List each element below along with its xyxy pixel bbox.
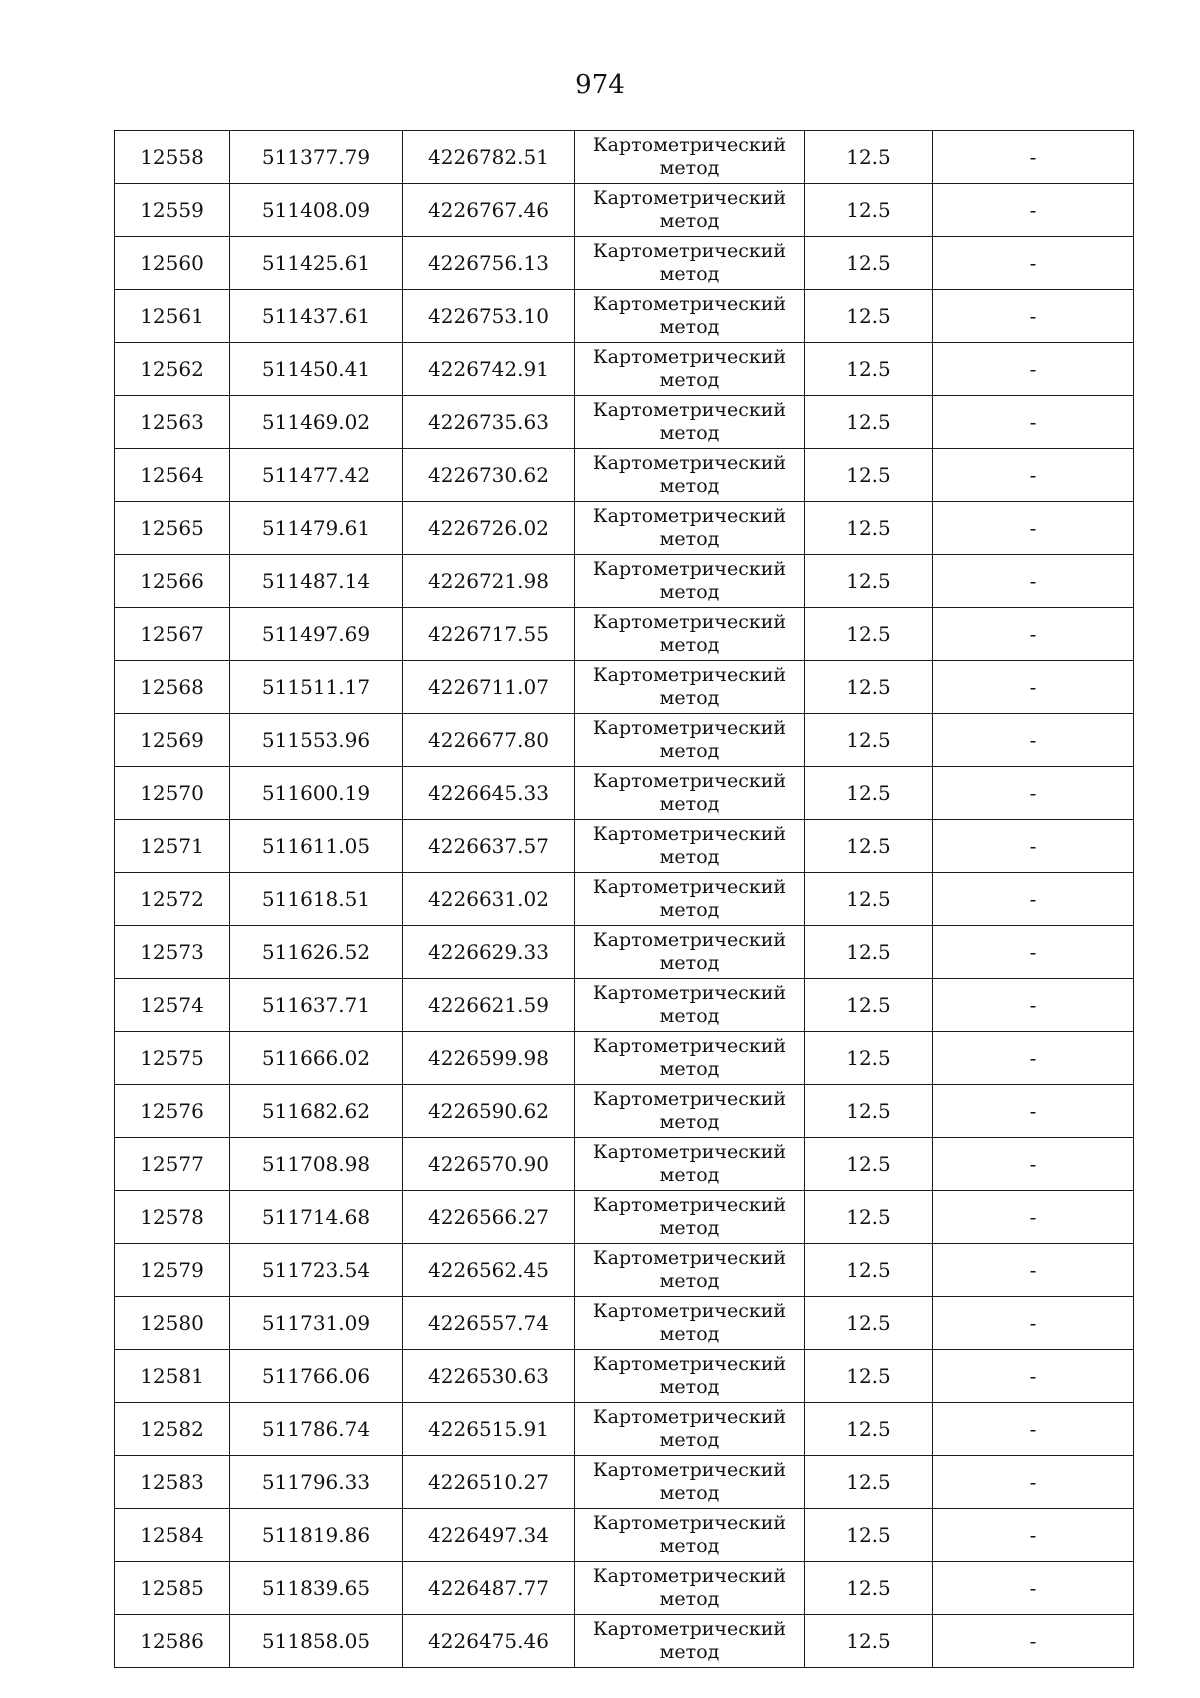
note-cell: - — [933, 184, 1134, 237]
method-cell — [575, 1138, 805, 1191]
table-row — [115, 714, 1134, 767]
method-cell — [575, 502, 805, 555]
method-cell — [575, 1562, 805, 1615]
method-text-line: Картометрический — [592, 1512, 787, 1534]
method-text-line: Картометрический — [592, 505, 787, 527]
method-text-line: Картометрический — [592, 823, 787, 845]
note-cell: - — [933, 1085, 1134, 1138]
x-coordinate-cell: 511666.02 — [230, 1032, 403, 1085]
point-number-cell: 12567 — [115, 608, 230, 661]
y-coordinate-cell: 4226497.34 — [403, 1509, 575, 1562]
method-text-line: Картометрический — [592, 1353, 787, 1375]
accuracy-cell: 12.5 — [805, 979, 933, 1032]
point-number-cell: 12578 — [115, 1191, 230, 1244]
method-text-line: метод — [659, 1376, 720, 1398]
x-coordinate-cell: 511511.17 — [230, 661, 403, 714]
method-text-line: метод — [659, 1005, 720, 1027]
x-coordinate-cell: 511450.41 — [230, 343, 403, 396]
table-row — [115, 1138, 1134, 1191]
table-body — [115, 131, 1134, 1668]
method-text-line: метод — [659, 634, 720, 656]
x-coordinate-cell: 511682.62 — [230, 1085, 403, 1138]
y-coordinate-cell: 4226721.98 — [403, 555, 575, 608]
table-row — [115, 131, 1134, 184]
y-coordinate-cell: 4226711.07 — [403, 661, 575, 714]
method-text-line: Картометрический — [592, 982, 787, 1004]
table-row — [115, 1615, 1134, 1668]
point-number-cell: 12573 — [115, 926, 230, 979]
x-coordinate-cell: 511786.74 — [230, 1403, 403, 1456]
note-cell: - — [933, 767, 1134, 820]
method-text-line: метод — [659, 846, 720, 868]
x-coordinate-cell: 511600.19 — [230, 767, 403, 820]
method-text-line: Картометрический — [592, 134, 787, 156]
method-cell — [575, 131, 805, 184]
method-text-line: метод — [659, 422, 720, 444]
table-row — [115, 396, 1134, 449]
method-text-line: Картометрический — [592, 558, 787, 580]
table-row — [115, 979, 1134, 1032]
accuracy-cell: 12.5 — [805, 1509, 933, 1562]
y-coordinate-cell: 4226645.33 — [403, 767, 575, 820]
point-number-cell: 12560 — [115, 237, 230, 290]
x-coordinate-cell: 511553.96 — [230, 714, 403, 767]
y-coordinate-cell: 4226570.90 — [403, 1138, 575, 1191]
x-coordinate-cell: 511425.61 — [230, 237, 403, 290]
method-text-line: метод — [659, 1588, 720, 1610]
method-text-line: Картометрический — [592, 611, 787, 633]
method-text-line: Картометрический — [592, 1618, 787, 1640]
method-text-line: метод — [659, 528, 720, 550]
method-text-line: Картометрический — [592, 876, 787, 898]
y-coordinate-cell: 4226557.74 — [403, 1297, 575, 1350]
table-row — [115, 1403, 1134, 1456]
method-text-line: метод — [659, 687, 720, 709]
method-text-line: Картометрический — [592, 1035, 787, 1057]
method-text-line: Картометрический — [592, 1565, 787, 1587]
accuracy-cell: 12.5 — [805, 714, 933, 767]
table-row — [115, 661, 1134, 714]
note-cell: - — [933, 237, 1134, 290]
y-coordinate-cell: 4226742.91 — [403, 343, 575, 396]
point-number-cell: 12565 — [115, 502, 230, 555]
table-row — [115, 1456, 1134, 1509]
note-cell: - — [933, 502, 1134, 555]
point-number-cell: 12559 — [115, 184, 230, 237]
point-number-cell: 12580 — [115, 1297, 230, 1350]
note-cell: - — [933, 1138, 1134, 1191]
note-cell: - — [933, 1509, 1134, 1562]
note-cell: - — [933, 1403, 1134, 1456]
table-row — [115, 873, 1134, 926]
method-cell — [575, 767, 805, 820]
method-cell — [575, 1032, 805, 1085]
method-text-line: метод — [659, 1111, 720, 1133]
method-text-line: метод — [659, 740, 720, 762]
accuracy-cell: 12.5 — [805, 926, 933, 979]
method-cell — [575, 820, 805, 873]
x-coordinate-cell: 511766.06 — [230, 1350, 403, 1403]
method-text-line: Картометрический — [592, 346, 787, 368]
table-row — [115, 1297, 1134, 1350]
point-number-cell: 12558 — [115, 131, 230, 184]
x-coordinate-cell: 511618.51 — [230, 873, 403, 926]
method-text-line: метод — [659, 1482, 720, 1504]
x-coordinate-cell: 511723.54 — [230, 1244, 403, 1297]
note-cell: - — [933, 1615, 1134, 1668]
y-coordinate-cell: 4226566.27 — [403, 1191, 575, 1244]
x-coordinate-cell: 511637.71 — [230, 979, 403, 1032]
x-coordinate-cell: 511714.68 — [230, 1191, 403, 1244]
method-text-line: метод — [659, 1641, 720, 1663]
method-cell — [575, 184, 805, 237]
method-cell — [575, 290, 805, 343]
point-number-cell: 12581 — [115, 1350, 230, 1403]
point-number-cell: 12561 — [115, 290, 230, 343]
table-row — [115, 1509, 1134, 1562]
point-number-cell: 12577 — [115, 1138, 230, 1191]
method-cell — [575, 926, 805, 979]
point-number-cell: 12563 — [115, 396, 230, 449]
note-cell: - — [933, 1350, 1134, 1403]
y-coordinate-cell: 4226735.63 — [403, 396, 575, 449]
accuracy-cell: 12.5 — [805, 820, 933, 873]
method-text-line: Картометрический — [592, 1300, 787, 1322]
method-text-line: Картометрический — [592, 1141, 787, 1163]
method-text-line: метод — [659, 369, 720, 391]
x-coordinate-cell: 511626.52 — [230, 926, 403, 979]
method-cell — [575, 979, 805, 1032]
note-cell: - — [933, 714, 1134, 767]
note-cell: - — [933, 608, 1134, 661]
point-number-cell: 12568 — [115, 661, 230, 714]
accuracy-cell: 12.5 — [805, 1562, 933, 1615]
accuracy-cell: 12.5 — [805, 1191, 933, 1244]
x-coordinate-cell: 511437.61 — [230, 290, 403, 343]
method-text-line: Картометрический — [592, 1247, 787, 1269]
note-cell: - — [933, 343, 1134, 396]
accuracy-cell: 12.5 — [805, 1085, 933, 1138]
x-coordinate-cell: 511377.79 — [230, 131, 403, 184]
method-cell — [575, 396, 805, 449]
method-text-line: Картометрический — [592, 240, 787, 262]
note-cell: - — [933, 926, 1134, 979]
table-row — [115, 1032, 1134, 1085]
y-coordinate-cell: 4226756.13 — [403, 237, 575, 290]
method-text-line: Картометрический — [592, 1406, 787, 1428]
accuracy-cell: 12.5 — [805, 767, 933, 820]
method-text-line: метод — [659, 581, 720, 603]
method-text-line: Картометрический — [592, 1194, 787, 1216]
point-number-cell: 12569 — [115, 714, 230, 767]
y-coordinate-cell: 4226515.91 — [403, 1403, 575, 1456]
method-text-line: Картометрический — [592, 293, 787, 315]
table-row — [115, 1350, 1134, 1403]
y-coordinate-cell: 4226590.62 — [403, 1085, 575, 1138]
method-cell — [575, 1403, 805, 1456]
method-cell — [575, 1244, 805, 1297]
table-row — [115, 449, 1134, 502]
point-number-cell: 12566 — [115, 555, 230, 608]
x-coordinate-cell: 511819.86 — [230, 1509, 403, 1562]
accuracy-cell: 12.5 — [805, 131, 933, 184]
method-text-line: метод — [659, 1217, 720, 1239]
method-cell — [575, 1615, 805, 1668]
accuracy-cell: 12.5 — [805, 184, 933, 237]
point-number-cell: 12572 — [115, 873, 230, 926]
x-coordinate-cell: 511858.05 — [230, 1615, 403, 1668]
accuracy-cell: 12.5 — [805, 343, 933, 396]
y-coordinate-cell: 4226599.98 — [403, 1032, 575, 1085]
method-cell — [575, 1297, 805, 1350]
method-text-line: метод — [659, 793, 720, 815]
method-cell — [575, 1509, 805, 1562]
accuracy-cell: 12.5 — [805, 555, 933, 608]
y-coordinate-cell: 4226767.46 — [403, 184, 575, 237]
accuracy-cell: 12.5 — [805, 1297, 933, 1350]
y-coordinate-cell: 4226717.55 — [403, 608, 575, 661]
method-cell — [575, 714, 805, 767]
note-cell: - — [933, 1244, 1134, 1297]
point-number-cell: 12582 — [115, 1403, 230, 1456]
page-number: 974 — [575, 70, 625, 100]
method-cell — [575, 449, 805, 502]
accuracy-cell: 12.5 — [805, 608, 933, 661]
note-cell: - — [933, 1456, 1134, 1509]
note-cell: - — [933, 1032, 1134, 1085]
method-text-line: Картометрический — [592, 770, 787, 792]
table-row — [115, 290, 1134, 343]
method-text-line: метод — [659, 1270, 720, 1292]
point-number-cell: 12571 — [115, 820, 230, 873]
method-cell — [575, 661, 805, 714]
x-coordinate-cell: 511708.98 — [230, 1138, 403, 1191]
method-cell — [575, 555, 805, 608]
note-cell: - — [933, 1191, 1134, 1244]
method-cell — [575, 1085, 805, 1138]
table-row — [115, 502, 1134, 555]
method-text-line: Картометрический — [592, 452, 787, 474]
y-coordinate-cell: 4226782.51 — [403, 131, 575, 184]
y-coordinate-cell: 4226637.57 — [403, 820, 575, 873]
x-coordinate-cell: 511611.05 — [230, 820, 403, 873]
accuracy-cell: 12.5 — [805, 1456, 933, 1509]
method-text-line: Картометрический — [592, 399, 787, 421]
table-row — [115, 1085, 1134, 1138]
accuracy-cell: 12.5 — [805, 661, 933, 714]
note-cell: - — [933, 555, 1134, 608]
point-number-cell: 12562 — [115, 343, 230, 396]
method-cell — [575, 237, 805, 290]
method-text-line: метод — [659, 1058, 720, 1080]
note-cell: - — [933, 1562, 1134, 1615]
point-number-cell: 12564 — [115, 449, 230, 502]
method-text-line: метод — [659, 899, 720, 921]
x-coordinate-cell: 511497.69 — [230, 608, 403, 661]
method-text-line: метод — [659, 157, 720, 179]
x-coordinate-cell: 511408.09 — [230, 184, 403, 237]
y-coordinate-cell: 4226730.62 — [403, 449, 575, 502]
accuracy-cell: 12.5 — [805, 1350, 933, 1403]
x-coordinate-cell: 511469.02 — [230, 396, 403, 449]
point-number-cell: 12570 — [115, 767, 230, 820]
x-coordinate-cell: 511487.14 — [230, 555, 403, 608]
method-text-line: Картометрический — [592, 187, 787, 209]
note-cell: - — [933, 1297, 1134, 1350]
method-text-line: метод — [659, 210, 720, 232]
point-number-cell: 12579 — [115, 1244, 230, 1297]
table-row — [115, 184, 1134, 237]
x-coordinate-cell: 511731.09 — [230, 1297, 403, 1350]
method-cell — [575, 608, 805, 661]
table-row — [115, 1191, 1134, 1244]
note-cell: - — [933, 820, 1134, 873]
coordinates-table — [114, 130, 1134, 1668]
y-coordinate-cell: 4226475.46 — [403, 1615, 575, 1668]
method-text-line: метод — [659, 1323, 720, 1345]
table-row — [115, 555, 1134, 608]
method-cell — [575, 1456, 805, 1509]
point-number-cell: 12575 — [115, 1032, 230, 1085]
table-row — [115, 926, 1134, 979]
point-number-cell: 12584 — [115, 1509, 230, 1562]
method-cell — [575, 1350, 805, 1403]
method-text-line: Картометрический — [592, 1088, 787, 1110]
method-text-line: метод — [659, 1429, 720, 1451]
accuracy-cell: 12.5 — [805, 449, 933, 502]
point-number-cell: 12585 — [115, 1562, 230, 1615]
note-cell: - — [933, 873, 1134, 926]
x-coordinate-cell: 511479.61 — [230, 502, 403, 555]
point-number-cell: 12576 — [115, 1085, 230, 1138]
table-row — [115, 1562, 1134, 1615]
table-row — [115, 608, 1134, 661]
table-row — [115, 820, 1134, 873]
method-text-line: Картометрический — [592, 717, 787, 739]
y-coordinate-cell: 4226530.63 — [403, 1350, 575, 1403]
y-coordinate-cell: 4226487.77 — [403, 1562, 575, 1615]
table-row — [115, 237, 1134, 290]
method-cell — [575, 873, 805, 926]
method-text-line: метод — [659, 475, 720, 497]
table-row — [115, 1244, 1134, 1297]
method-text-line: метод — [659, 316, 720, 338]
method-text-line: метод — [659, 263, 720, 285]
method-text-line: метод — [659, 1535, 720, 1557]
x-coordinate-cell: 511796.33 — [230, 1456, 403, 1509]
accuracy-cell: 12.5 — [805, 1244, 933, 1297]
y-coordinate-cell: 4226621.59 — [403, 979, 575, 1032]
method-text-line: Картометрический — [592, 664, 787, 686]
note-cell: - — [933, 131, 1134, 184]
accuracy-cell: 12.5 — [805, 1032, 933, 1085]
table-row — [115, 767, 1134, 820]
accuracy-cell: 12.5 — [805, 1138, 933, 1191]
accuracy-cell: 12.5 — [805, 1615, 933, 1668]
note-cell: - — [933, 661, 1134, 714]
point-number-cell: 12583 — [115, 1456, 230, 1509]
y-coordinate-cell: 4226562.45 — [403, 1244, 575, 1297]
point-number-cell: 12574 — [115, 979, 230, 1032]
y-coordinate-cell: 4226753.10 — [403, 290, 575, 343]
accuracy-cell: 12.5 — [805, 396, 933, 449]
x-coordinate-cell: 511839.65 — [230, 1562, 403, 1615]
point-number-cell: 12586 — [115, 1615, 230, 1668]
accuracy-cell: 12.5 — [805, 873, 933, 926]
note-cell: - — [933, 290, 1134, 343]
x-coordinate-cell: 511477.42 — [230, 449, 403, 502]
y-coordinate-cell: 4226629.33 — [403, 926, 575, 979]
y-coordinate-cell: 4226510.27 — [403, 1456, 575, 1509]
method-text-line: Картометрический — [592, 1459, 787, 1481]
table-row — [115, 343, 1134, 396]
method-text-line: Картометрический — [592, 929, 787, 951]
note-cell: - — [933, 979, 1134, 1032]
y-coordinate-cell: 4226677.80 — [403, 714, 575, 767]
note-cell: - — [933, 449, 1134, 502]
note-cell: - — [933, 396, 1134, 449]
accuracy-cell: 12.5 — [805, 1403, 933, 1456]
y-coordinate-cell: 4226631.02 — [403, 873, 575, 926]
method-text-line: метод — [659, 1164, 720, 1186]
method-cell — [575, 1191, 805, 1244]
method-text-line: метод — [659, 952, 720, 974]
accuracy-cell: 12.5 — [805, 290, 933, 343]
accuracy-cell: 12.5 — [805, 237, 933, 290]
method-cell — [575, 343, 805, 396]
y-coordinate-cell: 4226726.02 — [403, 502, 575, 555]
accuracy-cell: 12.5 — [805, 502, 933, 555]
